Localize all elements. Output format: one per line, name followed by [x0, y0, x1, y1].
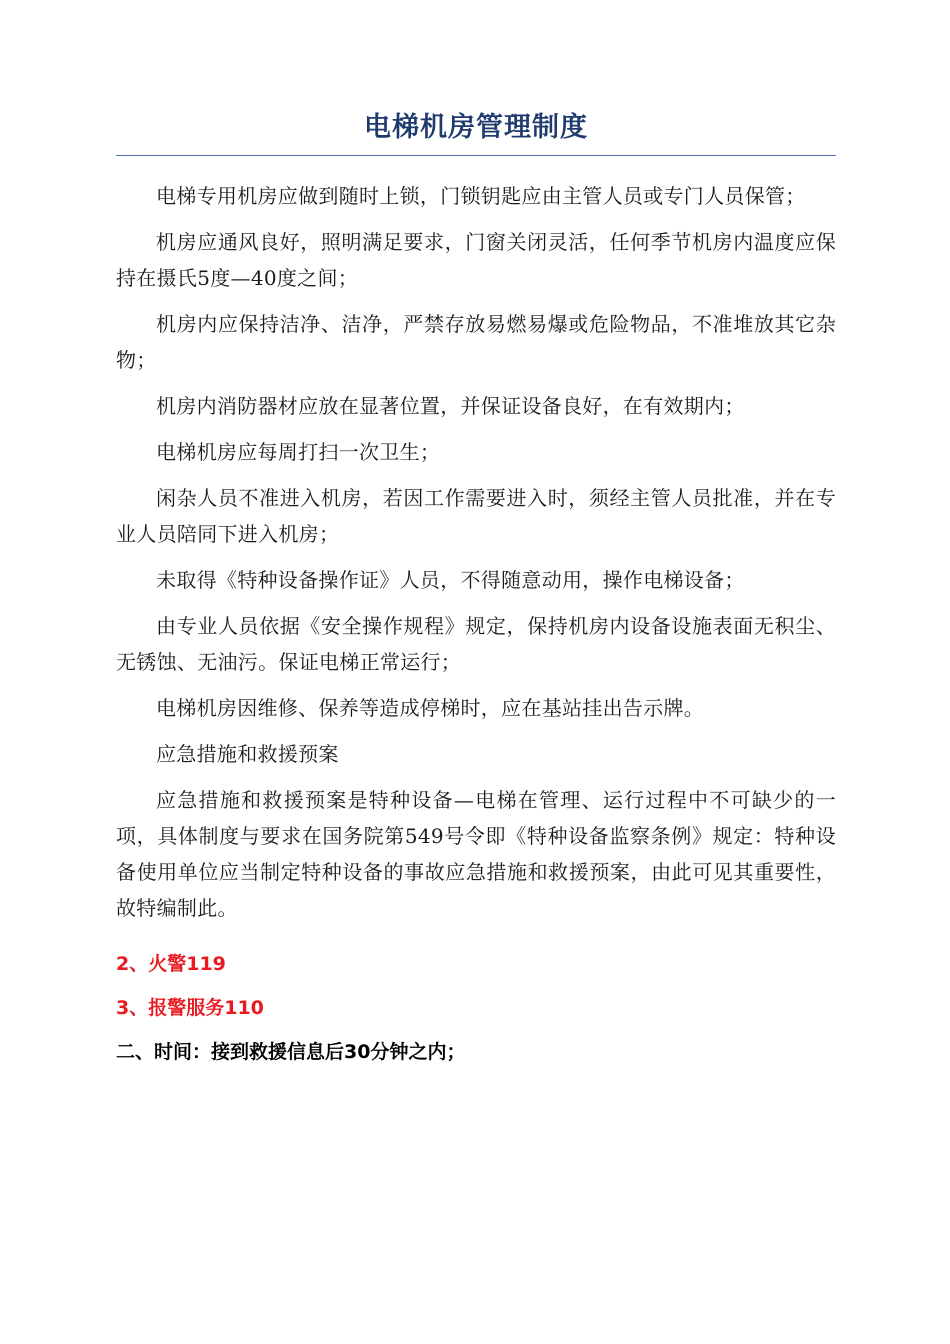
section-heading-emergency: 应急措施和救援预案	[156, 742, 339, 767]
paragraph-cleanliness: 机房内应保持洁净、洁净，严禁存放易燃易爆或危险物品，不准堆放其它杂物；	[116, 312, 836, 373]
response-time-item: 二、时间：接到救援信息后30分钟之内；	[116, 1041, 466, 1064]
paragraph-no-entry: 闲杂人员不准进入机房，若因工作需要进入时，须经主管人员批准，并在专业人员陪同下进入机房；	[116, 486, 836, 547]
emergency-numbers-list	[116, 948, 836, 1024]
document-title: 电梯机房管理制度	[116, 110, 836, 156]
paragraph-emergency-description: 应急措施和救援预案是特种设备—电梯在管理、运行过程中不可缺少的一项，具体制度与要求在国务院第549号令即《特种设备监察条例》规定：特种设备使用单位应当制定特种设备的事故应急措施和救援预案，由此可见其重要性，故特编制此。	[116, 788, 836, 921]
fire-alarm-number: 2、火警119	[116, 953, 226, 976]
paragraph-operation-certificate: 未取得《特种设备操作证》人员，不得随意动用，操作电梯设备；	[156, 568, 745, 593]
document-body	[116, 178, 836, 926]
paragraph-safety-procedures: 由专业人员依据《安全操作规程》规定，保持机房内设备设施表面无积尘、无锈蚀、无油污。保证电梯正常运行；	[116, 614, 836, 675]
paragraph-machine-room-lock: 电梯专用机房应做到随时上锁，门锁钥匙应由主管人员或专门人员保管；	[156, 184, 806, 209]
paragraph-maintenance-sign: 电梯机房因维修、保养等造成停梯时，应在基站挂出告示牌。	[156, 696, 705, 721]
paragraph-ventilation-temperature: 机房应通风良好，照明满足要求，门窗关闭灵活，任何季节机房内温度应保持在摄氏5度—40度之间；	[116, 230, 836, 291]
police-number: 3、报警服务110	[116, 997, 264, 1020]
paragraph-weekly-cleaning: 电梯机房应每周打扫一次卫生；	[156, 440, 441, 465]
document-page	[116, 110, 836, 1068]
paragraph-fire-equipment: 机房内消防器材应放在显著位置，并保证设备良好，在有效期内；	[156, 394, 745, 419]
